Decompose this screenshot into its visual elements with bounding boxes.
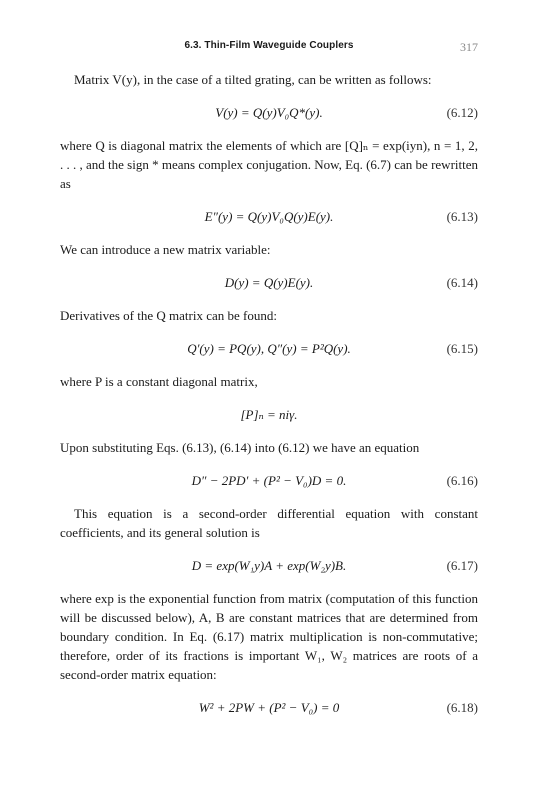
equation-6-12	[60, 103, 478, 122]
equation-number: (6.13)	[446, 209, 478, 224]
equation-expression: W² + 2PW + (P² − V₀) = 0	[198, 700, 340, 715]
equation-6-15	[60, 339, 478, 358]
equation-number: (6.16)	[446, 473, 478, 488]
equation-6-18	[60, 698, 478, 717]
equation-number: (6.15)	[446, 341, 478, 356]
equation-expression: [P]ₙ = niγ.	[240, 407, 298, 422]
equation-expression: D = exp(W₁y)A + exp(W₂y)B.	[191, 558, 347, 573]
equation-number: (6.18)	[446, 700, 478, 715]
paragraph: where P is a constant diagonal matrix,	[60, 374, 258, 389]
equation-number: (6.12)	[446, 105, 478, 120]
paragraph: This equation is a second-order differential equation with constant coefficients, and its general solution is	[60, 506, 478, 540]
page-body	[60, 70, 478, 731]
running-head: 6.3. Thin-Film Waveguide Couplers	[184, 40, 354, 51]
paragraph: We can introduce a new matrix variable:	[60, 242, 271, 257]
equation-6-16	[60, 471, 478, 490]
equation-6-17	[60, 556, 478, 575]
page-header	[0, 40, 538, 60]
paragraph: where Q is diagonal matrix the elements of which are [Q]ₙ = exp(iyn), n = 1, 2, . . . , and the sign * means complex conjugation. Now, Eq. (6.7) can be rewritten as	[60, 138, 478, 191]
equation-6-13	[60, 207, 478, 226]
equation-p-definition	[60, 405, 478, 424]
equation-expression: D(y) = Q(y)E(y).	[224, 275, 314, 290]
equation-expression: V(y) = Q(y)V₀Q*(y).	[215, 105, 323, 120]
paragraph: Derivatives of the Q matrix can be found:	[60, 308, 277, 323]
paragraph: where exp is the exponential function from matrix (computation of this function will be discussed below), A, B are constant matrices that are determined from boundary condition. In Eq. (6.17) matrix multiplication is non-commutative; therefore, order of its fractions is important W₁, W₂ matrices are roots of a second-order matrix equation:	[60, 591, 478, 682]
equation-number: (6.14)	[446, 275, 478, 290]
page-number: 317	[460, 40, 478, 54]
equation-expression: E″(y) = Q(y)V₀Q(y)E(y).	[204, 209, 334, 224]
equation-number: (6.17)	[446, 558, 478, 573]
equation-expression: Q′(y) = PQ(y), Q″(y) = P²Q(y).	[187, 341, 351, 356]
equation-expression: D″ − 2PD′ + (P² − V₀)D = 0.	[191, 473, 347, 488]
equation-6-14	[60, 273, 478, 292]
paragraph: Matrix V(y), in the case of a tilted grating, can be written as follows:	[74, 72, 432, 87]
paragraph: Upon substituting Eqs. (6.13), (6.14) into (6.12) we have an equation	[60, 440, 420, 455]
